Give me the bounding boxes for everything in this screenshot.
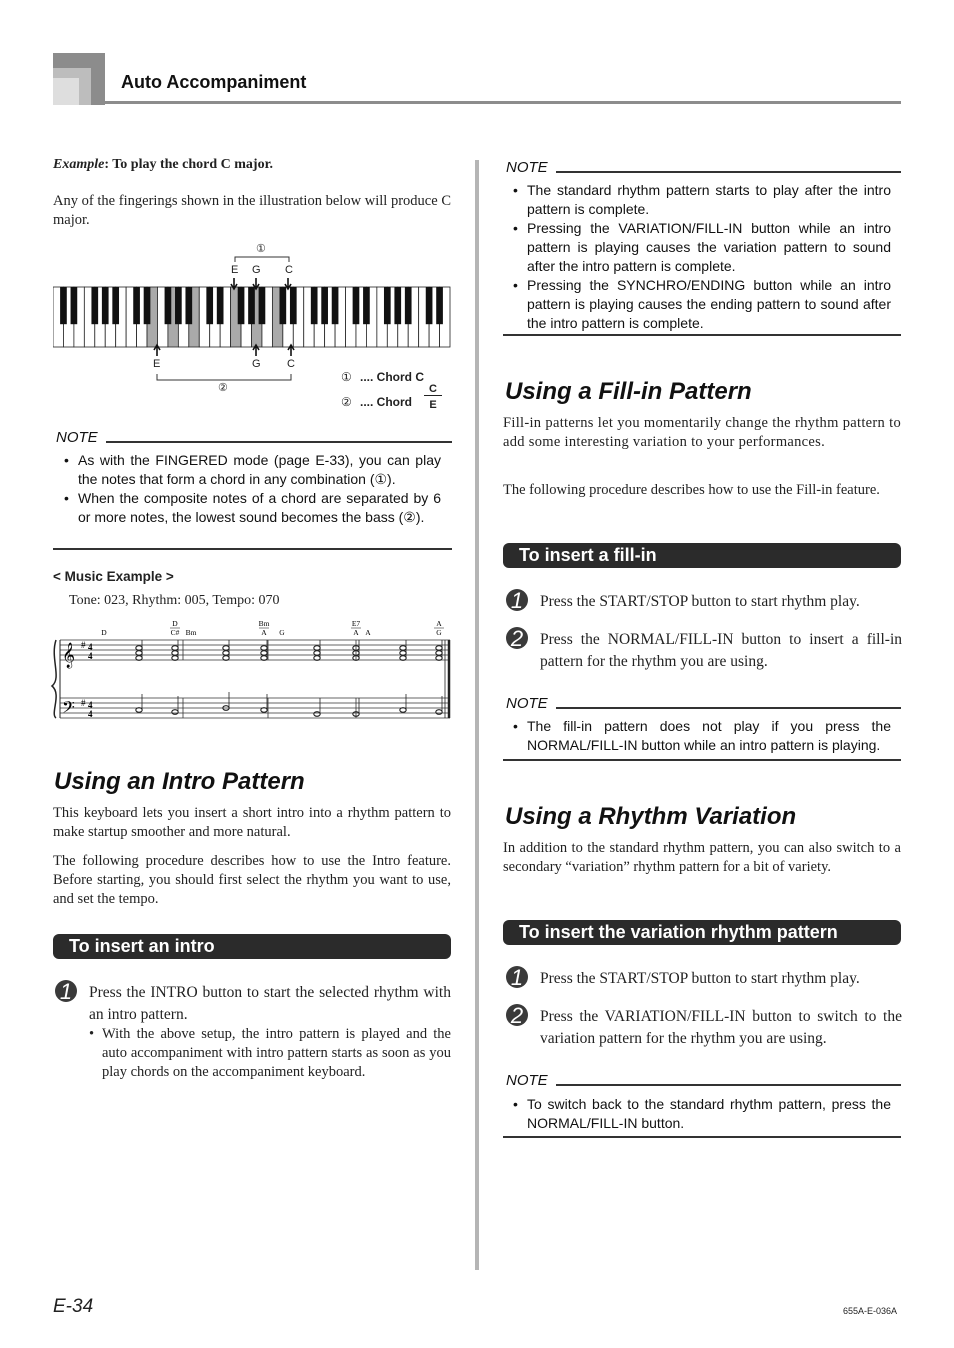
bass-clef: 𝄢: [62, 697, 75, 721]
note2-item: • The standard rhythm pattern starts to play after the intro pattern is complete.: [505, 181, 891, 219]
variation-bar-heading: To insert the variation rhythm pattern: [503, 920, 901, 945]
black-key: [112, 287, 119, 324]
bass-note: [314, 712, 320, 717]
fill-step2-text: Press the NORMAL/FILL-IN button to insert a fill-in pattern for the rhythm you are using.: [540, 631, 902, 670]
top-note-e: E: [231, 264, 239, 276]
time-sig: 4: [88, 642, 93, 652]
section-title: Auto Accompaniment: [121, 72, 307, 92]
bass-note: [400, 708, 406, 713]
black-key: [248, 287, 255, 324]
bottom-note-e: E: [153, 358, 161, 370]
treble-note: [314, 656, 320, 661]
black-key: [353, 287, 360, 324]
black-key: [332, 287, 339, 324]
chord-symbol: D: [172, 619, 178, 628]
black-key: [206, 287, 213, 324]
top-marker: ①: [256, 243, 266, 255]
treble-note: [314, 651, 320, 656]
treble-note: [172, 646, 178, 651]
black-key: [144, 287, 151, 324]
black-key: [405, 287, 412, 324]
header-rule: [105, 101, 901, 104]
chord-symbol: Bm: [185, 628, 197, 637]
fill-heading: Using a Fill-in Pattern: [505, 378, 752, 405]
note4-list: [505, 1095, 891, 1133]
black-key: [91, 287, 98, 324]
treble-note: [223, 656, 229, 661]
note2-end-rule: [503, 334, 901, 336]
column-divider: [475, 160, 479, 1270]
intro-step1-subnote: [89, 1025, 451, 1082]
black-key: [290, 287, 297, 324]
treble-note: [223, 646, 229, 651]
time-sig: 4: [88, 651, 93, 661]
example-text: : To play the chord C major.: [104, 157, 274, 172]
variation-step1-number: 1: [506, 966, 528, 988]
doc-code: 655A-E-036A: [843, 1306, 898, 1316]
variation-step2-number: 2: [506, 1004, 528, 1026]
sharp-sign: #: [81, 640, 86, 650]
fill-step1-text: Press the START/STOP button to start rhythm play.: [540, 593, 860, 610]
music-score: [48, 618, 454, 722]
note1-item: • As with the FINGERED mode (page E-33), you can play the notes that form a chord in any combination (①).: [56, 451, 441, 489]
example-label: Example: [53, 157, 105, 172]
top-note-c: C: [285, 264, 293, 276]
bass-note: [172, 710, 178, 715]
treble-note: [136, 651, 142, 656]
note2-item: • Pressing the VARIATION/FILL-IN button while an intro pattern is playing causes the variation pattern to sound after the intro pattern is complete.: [505, 219, 891, 276]
treble-note: [400, 651, 406, 656]
black-key: [426, 287, 433, 324]
black-key: [363, 287, 370, 324]
bass-note: [136, 708, 142, 713]
music-example-info: Tone: 023, Rhythm: 005, Tempo: 070: [69, 593, 280, 608]
bottom-note-c: C: [287, 358, 295, 370]
chord-symbol: Bm: [258, 619, 270, 628]
note2-item: • Pressing the SYNCHRO/ENDING button while an intro pattern is playing causes the ending pattern to sound after the intro pattern is complete.: [505, 276, 891, 333]
note4-heading: NOTE: [506, 1072, 548, 1089]
fill-bar-heading: To insert a fill-in: [503, 543, 901, 568]
fill-paragraph-1: Fill-in patterns let you momentarily change the rhythm pattern to add some interesting variation to your performances.: [503, 415, 901, 450]
fill-paragraph-2: The following procedure describes how to use the Fill-in feature.: [503, 482, 880, 498]
note2-rule: [556, 171, 901, 173]
intro-paragraph-1: This keyboard lets you insert a short intro into a rhythm pattern to make startup smoother and more natural.: [53, 805, 451, 840]
intro-paragraph-2: The following procedure describes how to use the Intro feature. Before starting, you should first select the rhythm you want to use, and set the tempo.: [53, 853, 451, 907]
bottom-marker: ②: [218, 382, 228, 394]
bass-note: [261, 708, 267, 713]
treble-note: [436, 651, 442, 656]
treble-note: [436, 656, 442, 661]
black-key: [60, 287, 67, 324]
note4-end-rule: [503, 1136, 901, 1138]
black-key: [436, 287, 443, 324]
chord-symbol: D: [101, 628, 107, 637]
note1-heading: NOTE: [56, 429, 98, 446]
note2-list: [505, 181, 891, 333]
chord-symbol: G: [279, 628, 285, 637]
treble-note: [136, 656, 142, 661]
brace: [52, 640, 56, 718]
fill-step1-number: 1: [506, 589, 528, 611]
bass-note: [436, 710, 442, 715]
intro-step1-number: 1: [55, 980, 77, 1002]
bottom-note-g: G: [252, 358, 261, 370]
intro-step1-text: Press the INTRO button to start the selected rhythm with an intro pattern.: [89, 984, 451, 1023]
music-example-label: < Music Example >: [53, 569, 174, 584]
treble-note: [261, 651, 267, 656]
header-decoration-inner: [53, 78, 79, 105]
chord-symbol: A: [436, 619, 442, 628]
legend2-marker: ②: [341, 395, 352, 409]
treble-note: [261, 646, 267, 651]
note2-heading: NOTE: [506, 159, 548, 176]
note3-rule: [556, 707, 901, 709]
treble-note: [172, 656, 178, 661]
chord-symbol: E7: [351, 619, 361, 628]
variation-step1-text: Press the START/STOP button to start rhythm play.: [540, 970, 860, 987]
black-key: [321, 287, 328, 324]
note4-item: • To switch back to the standard rhythm pattern, press the NORMAL/FILL-IN button.: [505, 1095, 891, 1133]
example-heading: [53, 157, 273, 173]
chord-symbol: G: [436, 628, 442, 637]
treble-note: [136, 646, 142, 651]
note3-item: • The fill-in pattern does not play if you press the NORMAL/FILL-IN button while an intro pattern is playing.: [505, 717, 891, 755]
black-key: [259, 287, 266, 324]
black-key: [238, 287, 245, 324]
black-key: [71, 287, 78, 324]
note4-rule: [556, 1084, 901, 1086]
legend2-denominator: E: [429, 399, 437, 411]
note3-list: [505, 717, 891, 755]
top-note-g: G: [252, 264, 261, 276]
note1-rule: [106, 441, 452, 443]
note1-item: • When the composite notes of a chord are separated by 6 or more notes, the lowest sound becomes the bass (②).: [56, 489, 441, 527]
legend1-text: .... Chord C: [360, 370, 424, 384]
treble-note: [261, 656, 267, 661]
bullet: •: [89, 1026, 95, 1042]
legend1-marker: ①: [341, 370, 352, 384]
black-key: [311, 287, 318, 324]
intro-bar-heading: To insert an intro: [53, 934, 451, 959]
black-key: [217, 287, 224, 324]
black-key: [279, 287, 286, 324]
variation-heading: Using a Rhythm Variation: [505, 803, 797, 830]
intro-heading: Using an Intro Pattern: [54, 768, 305, 795]
black-key: [102, 287, 109, 324]
chord-symbol: A: [365, 628, 371, 637]
note3-end-rule: [503, 759, 901, 761]
treble-note: [223, 651, 229, 656]
note1-list: [56, 451, 441, 527]
black-key: [165, 287, 172, 324]
treble-note: [172, 651, 178, 656]
legend2-numerator: C: [424, 383, 442, 396]
chord-symbol: A: [353, 628, 359, 637]
treble-note: [400, 646, 406, 651]
black-key: [384, 287, 391, 324]
time-sig: 4: [88, 709, 93, 719]
legend2-text: .... Chord: [360, 395, 412, 409]
chord-symbol: C#: [170, 628, 180, 637]
time-sig: 4: [88, 700, 93, 710]
black-key: [394, 287, 401, 324]
black-key: [185, 287, 192, 324]
note1-end-rule: [53, 548, 452, 550]
example-paragraph: Any of the fingerings shown in the illustration below will produce C major.: [53, 193, 451, 228]
black-key: [133, 287, 140, 324]
page-number: E-34: [53, 1296, 94, 1317]
intro-step1-subnote-text: With the above setup, the intro pattern is played and the auto accompaniment with intro pattern starts as soon as you play chords on the accompaniment keyboard.: [102, 1026, 451, 1080]
treble-note: [436, 646, 442, 651]
treble-note: [400, 656, 406, 661]
chord-symbol: A: [261, 628, 267, 637]
note3-heading: NOTE: [506, 695, 548, 712]
black-key: [175, 287, 182, 324]
variation-step2-text: Press the VARIATION/FILL-IN button to switch to the variation pattern for the rhythm you are using.: [540, 1008, 902, 1047]
variation-paragraph: In addition to the standard rhythm pattern, you can also switch to a secondary “variation” rhythm pattern for a bit of variety.: [503, 840, 901, 875]
treble-clef: 𝄞: [62, 643, 76, 668]
sharp-sign: #: [81, 698, 86, 708]
fill-step2-number: 2: [506, 627, 528, 649]
treble-note: [314, 646, 320, 651]
